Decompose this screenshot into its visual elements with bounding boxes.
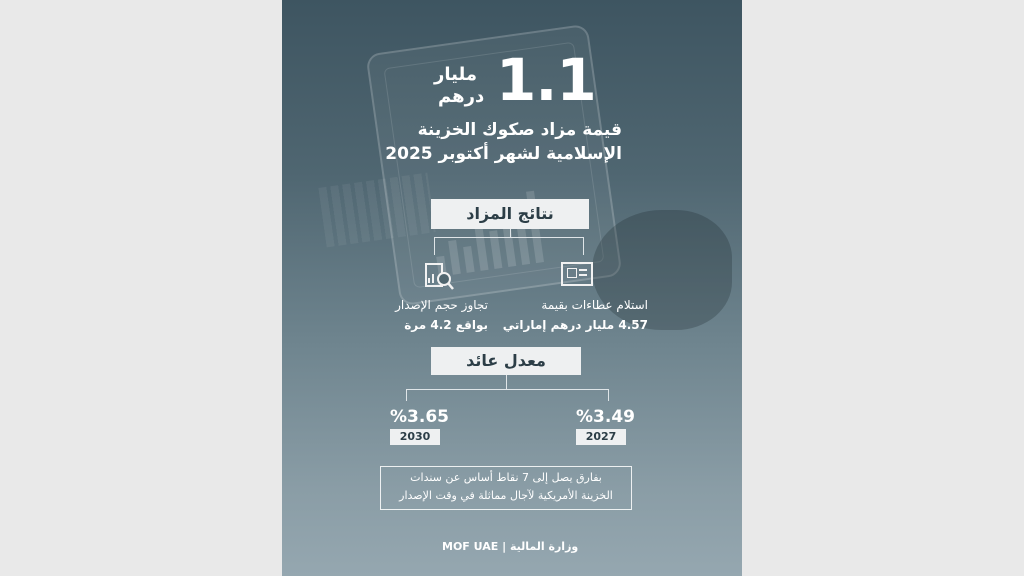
certificate-card-icon [561,262,593,286]
bids-received-value: 4.57 مليار درهم إماراتي [502,318,648,332]
oversubscription-label: تجاوز حجم الإصدار [395,298,488,312]
yield-2030-year: 2030 [390,429,440,445]
hand-decoration [592,210,732,330]
connector-line [434,237,584,238]
connector-line [510,229,511,237]
spread-note [380,466,632,510]
headline-title-line2: الإسلامية لشهر أكتوبر 2025 [385,144,622,164]
yield-2030-value: %3.65 [390,407,449,427]
footer-credit: وزارة المالية | MOF UAE [442,540,579,553]
spread-note-line2: الخزينة الأمريكية لآجال مماثلة في وقت الإصدار [399,489,613,502]
connector-line [608,389,609,401]
connector-line [583,237,584,255]
infographic-poster [282,0,742,576]
oversubscription-value: بواقع 4.2 مرة [404,318,488,332]
headline-unit-billion: مليار [434,64,477,85]
document-magnifier-icon [424,262,456,290]
headline-value: 1.1 [496,46,596,114]
results-heading: نتائج المزاد [431,199,589,229]
yield-2027-value: %3.49 [576,407,635,427]
yield-2027-year: 2027 [576,429,626,445]
headline-title-line1: قيمة مزاد صكوك الخزينة [417,120,622,140]
headline-unit-dirham: درهم [438,86,485,107]
connector-line [506,375,507,389]
connector-line [434,237,435,255]
connector-line [406,389,608,390]
yield-heading: معدل عائد [431,347,581,375]
spread-note-line1: بفارق يصل إلى 7 نقاط أساس عن سندات [410,471,602,484]
connector-line [406,389,407,401]
bids-received-label: استلام عطاءات بقيمة [541,298,648,312]
